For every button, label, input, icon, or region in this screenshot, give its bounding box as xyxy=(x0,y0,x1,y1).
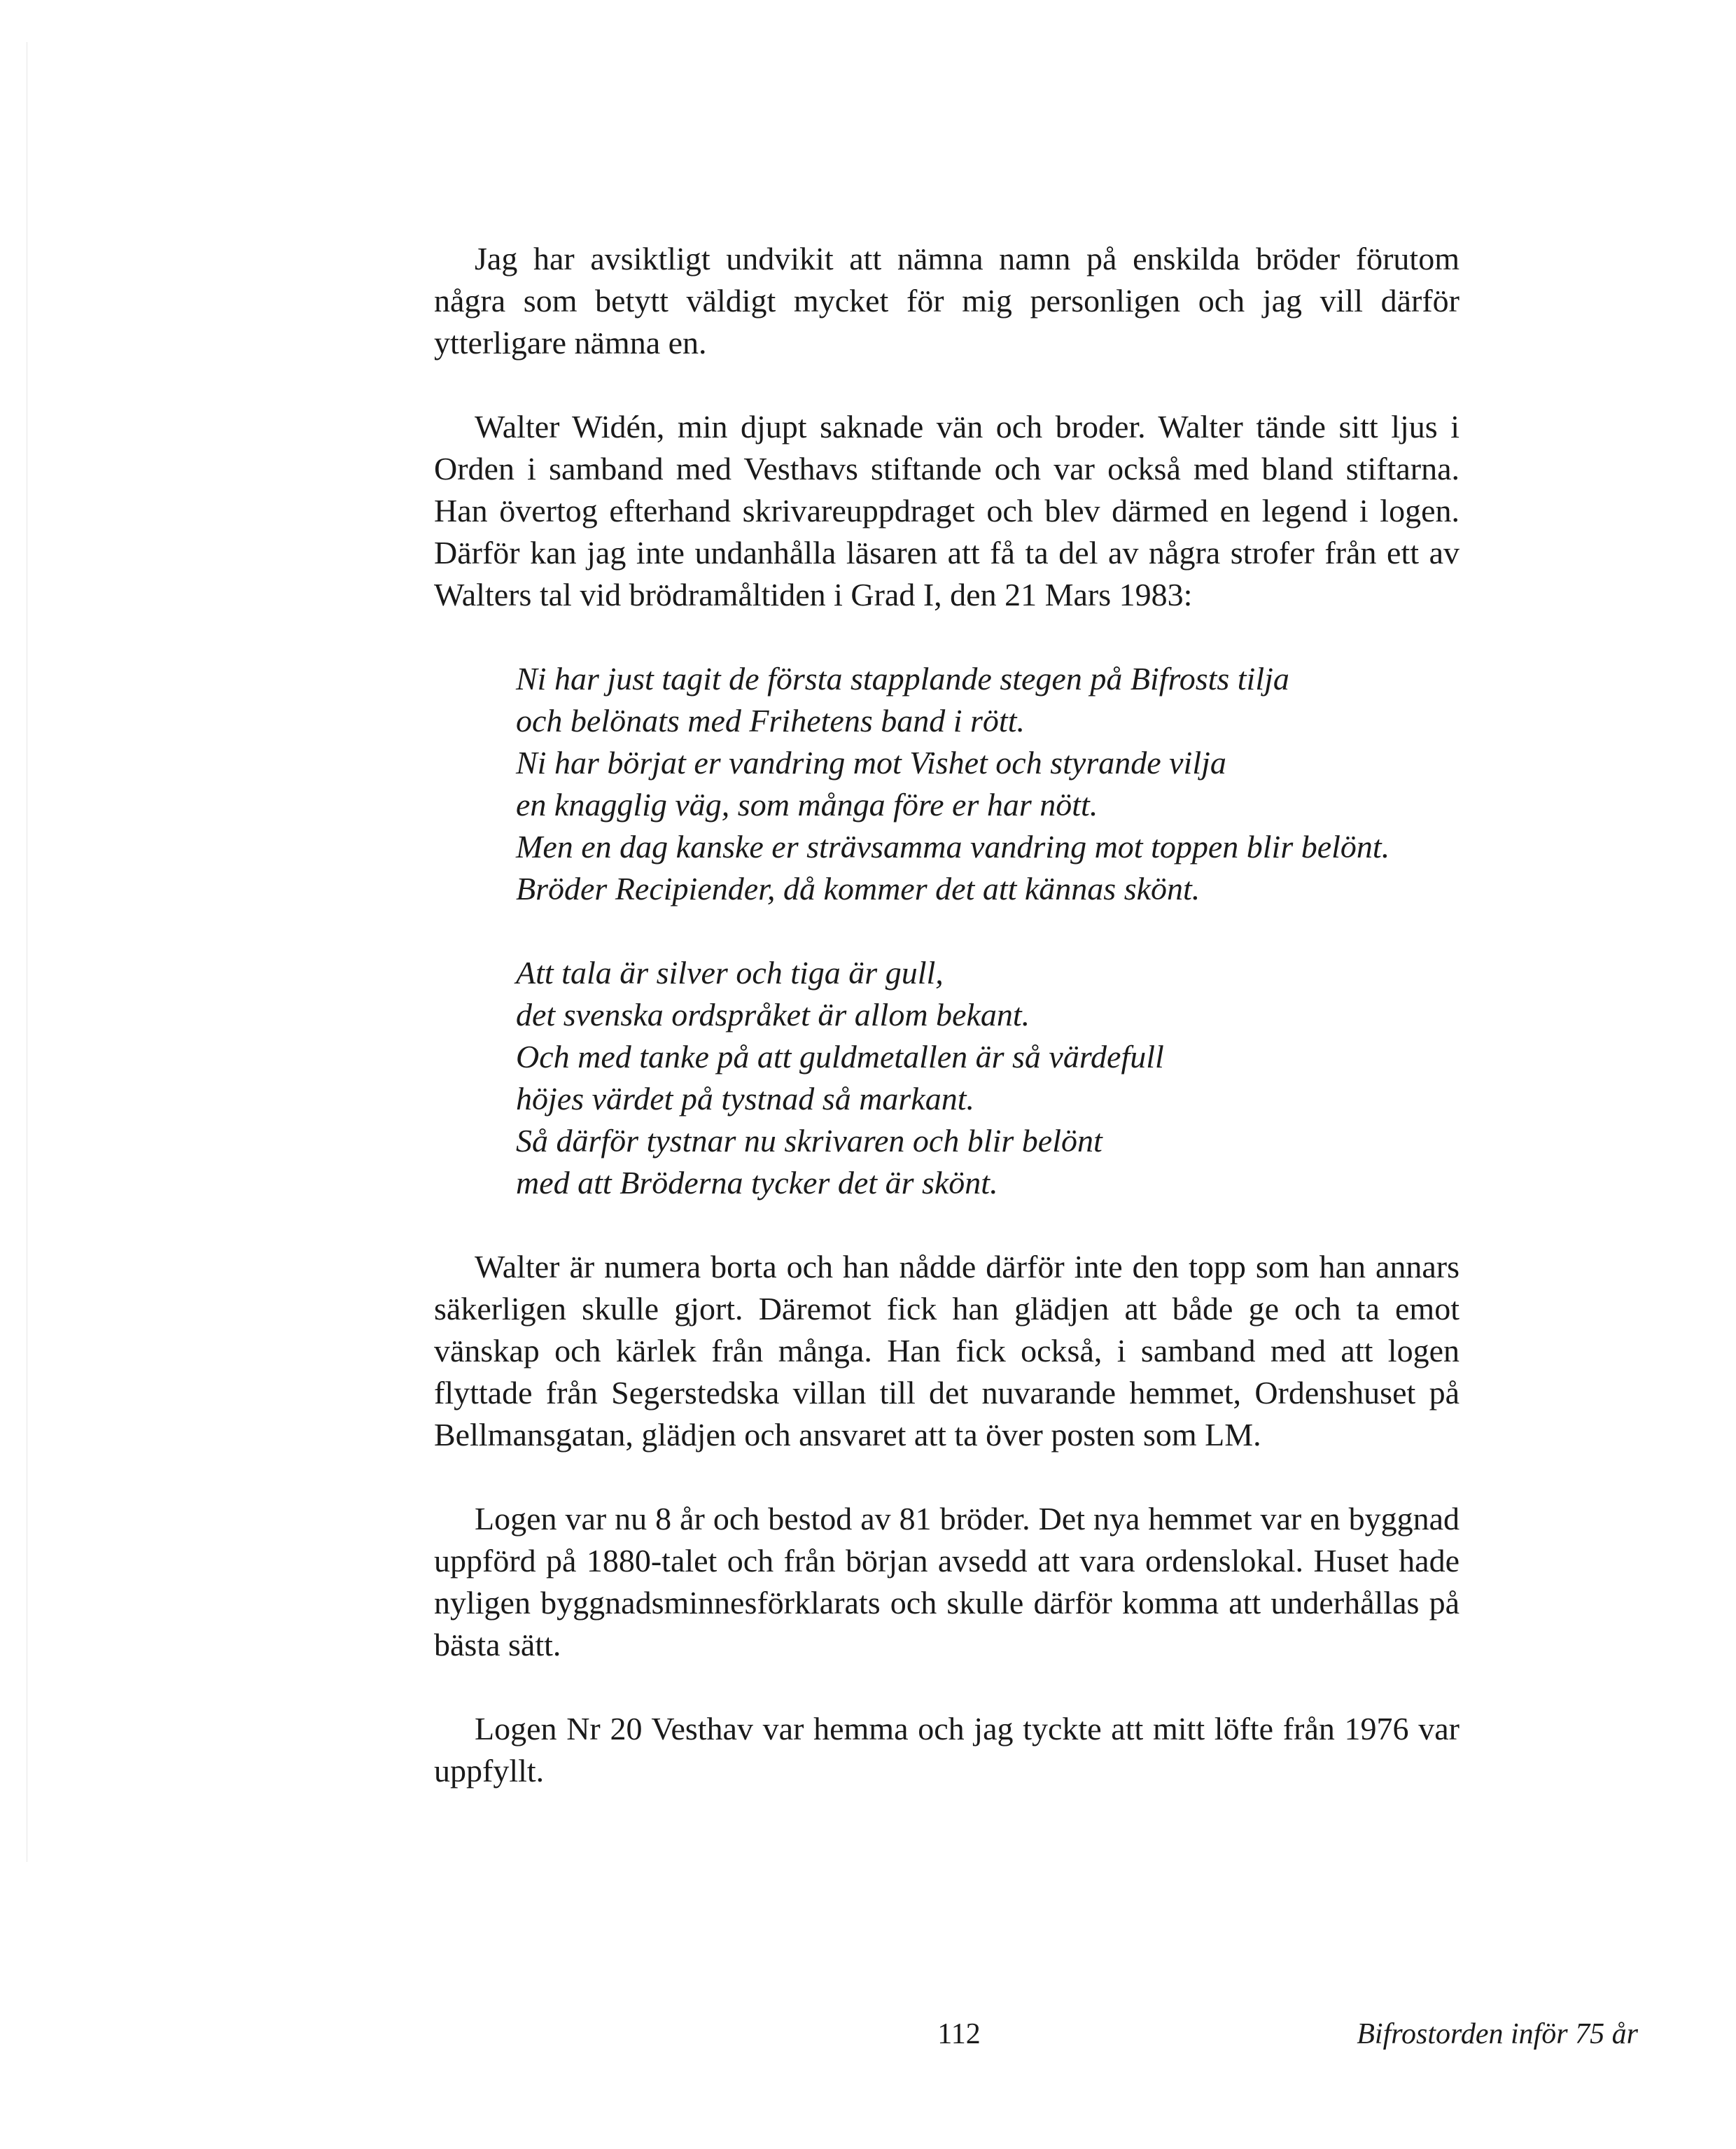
poem-line: Så därför tystnar nu skrivaren och blir belönt xyxy=(516,1123,1102,1158)
paragraph-walter-later: Walter är numera borta och han nådde därför inte den topp som han annars säkerligen skulle gjort. Däremot fick han glädjen att både ge och ta emot vänskap och kärlek från många. Han fick också, i samband med att logen flyttade från Segerstedska villan till det nuvarande hemmet, Ordenshuset på Bellmansgatan, glädjen och ansvaret att ta över posten som LM. xyxy=(434,1249,1460,1452)
poem-line: Bröder Recipiender, då kommer det att kännas skönt. xyxy=(516,871,1200,906)
poem-line: det svenska ordspråket är allom bekant. xyxy=(516,997,1030,1032)
paragraph-promise-fulfilled: Logen Nr 20 Vesthav var hemma och jag tyckte att mitt löfte från 1976 var uppfyllt. xyxy=(434,1711,1460,1788)
poem-stanza-2 xyxy=(516,952,1460,1204)
paragraph-walter-widen: Walter Widén, min djupt saknade vän och broder. Walter tände sitt ljus i Orden i samband med Vesthavs stiftande och var också med bland stiftarna. Han övertog efterhand skrivareuppdraget och blev därmed en legend i logen. Därför kan jag inte undanhålla läsaren att få ta del av några strofer från ett av Walters tal vid brödramåltiden i Grad I, den 21 Mars 1983: xyxy=(434,409,1460,612)
poem-line: Ni har just tagit de första stapplande stegen på Bifrosts tilja xyxy=(516,661,1289,696)
poem-line: med att Bröderna tycker det är skönt. xyxy=(516,1165,998,1200)
page-body xyxy=(434,238,1460,1792)
poem-line: höjes värdet på tystnad så markant. xyxy=(516,1081,975,1116)
poem-line: Att tala är silver och tiga är gull, xyxy=(516,955,944,990)
poem-line: Men en dag kanske er strävsamma vandring mot toppen blir belönt. xyxy=(516,829,1390,864)
running-footer-title: Bifrostorden inför 75 år xyxy=(1357,2018,1638,2050)
page-number: 112 xyxy=(937,2018,981,2050)
poem-line: en knagglig väg, som många före er har nött. xyxy=(516,787,1098,822)
paragraph-intro: Jag har avsiktligt undvikit att nämna namn på enskilda bröder förutom några som betytt väldigt mycket för mig personligen och jag vill därför ytterligare nämna en. xyxy=(434,241,1460,360)
poem-line: och belönats med Frihetens band i rött. xyxy=(516,703,1025,738)
poem-line: Ni har börjat er vandring mot Vishet och styrande vilja xyxy=(516,745,1226,780)
poem-stanza-1 xyxy=(516,658,1460,910)
poem-line: Och med tanke på att guldmetallen är så värdefull xyxy=(516,1039,1164,1074)
poem-quote xyxy=(434,658,1460,1204)
paragraph-new-home: Logen var nu 8 år och bestod av 81 bröder. Det nya hemmet var en byggnad uppförd på 1880-talet och från början avsedd att vara ordenslokal. Huset hade nyligen byggnadsminnesförklarats och skulle därför komma att underhållas på bästa sätt. xyxy=(434,1501,1460,1662)
